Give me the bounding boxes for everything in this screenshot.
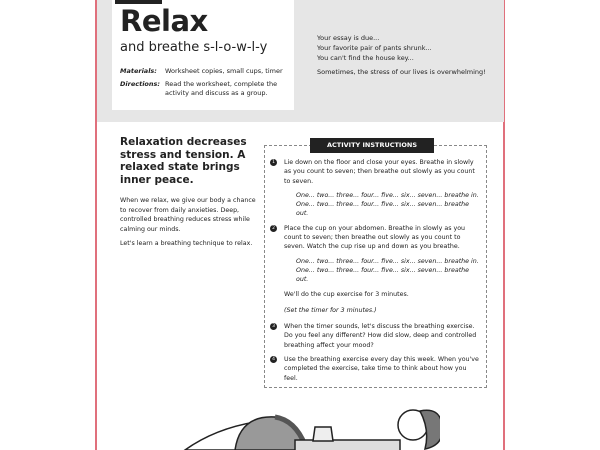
step-text: Lie down on the floor and close your eyes. Breathe in slowly as you count to seven; then breathe out slowly as you count to seven. [284,159,475,185]
intro-line: You can't find the house key... [317,54,414,62]
count-out: One... two... three... four... five... six... seven... breathe out. [296,266,470,284]
body-text [120,196,260,254]
count-in: One... two... three... four... five... six... seven... breathe in. [296,191,479,199]
intro-text [317,33,486,77]
count-out: One... two... three... four... five... six... seven... breathe out. [296,201,470,218]
cup-note: We'll do the cup exercise for 3 minutes. [284,290,409,298]
step-4 [270,355,482,383]
directions-value: Read the worksheet, complete the activity and discuss as a group. [165,80,278,97]
page-title: Relax [120,4,208,38]
step-text: When the timer sounds, let's discuss the breathing exercise. Do you feel any different? How did slow, deep and controlled breathing affect your mood? [284,323,477,349]
step-text: Use the breathing exercise every day this week. When you've completed the exercise, take time to think about how you feel. [284,356,479,382]
directions-label: Directions: [120,80,160,88]
count-lines [270,191,482,219]
intro-line: Your favorite pair of pants shrunk... [317,44,432,52]
activity-steps [270,158,482,388]
step-number: 1 [270,159,277,166]
activity-title: ACTIVITY INSTRUCTIONS [310,138,434,153]
page-subtitle: and breathe s-l-o-w-l-y [120,40,268,55]
paragraph: When we relax, we give our body a chance to recover from daily anxieties. Deep, controlled breathing reduces stress while calming our minds. [120,197,256,233]
intro-line: Your essay is due... [317,34,380,42]
cup-icon [313,427,333,441]
lead-heading: Relaxation decreases stress and tension. A relaxed state brings inner peace. [120,136,247,186]
step-3 [270,322,482,350]
step-number: 2 [270,225,277,232]
paragraph: Let's learn a breathing technique to relax. [120,240,253,247]
step-2 [270,224,482,252]
materials-label: Materials: [120,67,157,75]
timer-note: (Set the timer for 3 minutes.) [284,306,377,314]
count-in: One... two... three... four... five... six... seven... breathe in. [296,257,479,265]
materials-value: Worksheet copies, small cups, timer [165,67,283,75]
count-lines [270,257,482,285]
step-number: 4 [270,356,277,363]
step-number: 3 [270,323,277,330]
step-1 [270,158,482,186]
step-text: Place the cup on your abdomen. Breathe in slowly as you count to seven; then breathe out slowly as you count to seven. Watch the cup rise up and down as you breathe. [284,224,466,251]
person-lying-illustration [180,405,440,450]
intro-line: Sometimes, the stress of our lives is overwhelming! [317,68,486,76]
